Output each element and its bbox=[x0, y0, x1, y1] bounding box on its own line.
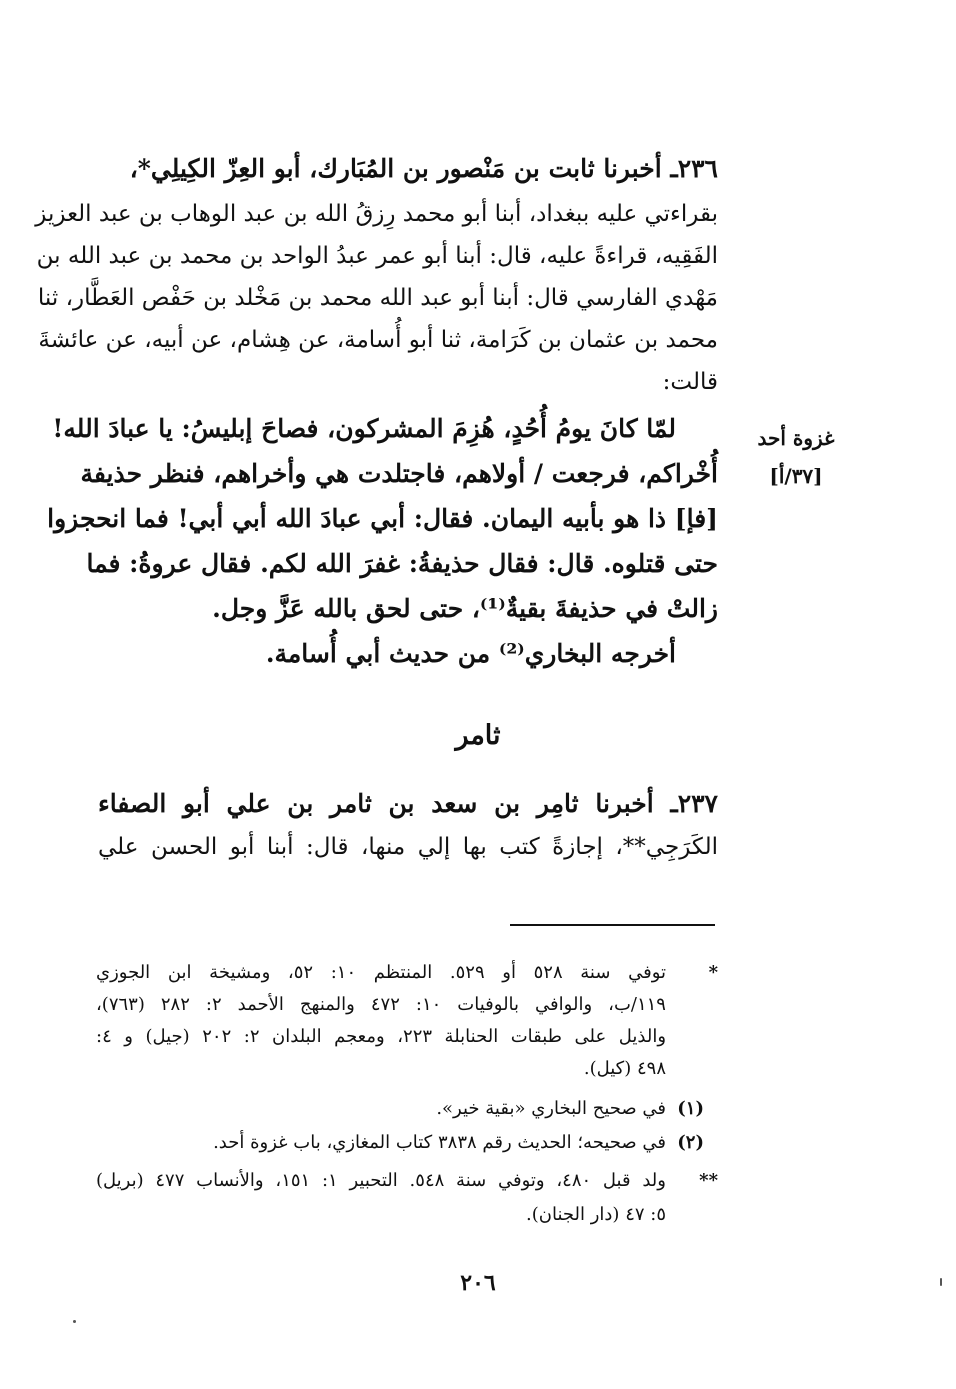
footnote-star-line: والذيل على طبقات الحنابلة ٢٢٣، ومعجم البلدان ٢: ٢٠٢ (جيل) و ٤: bbox=[96, 1026, 667, 1047]
entry-236-line: بقراءتي عليه ببغداد، أبنا أبو محمد رِزقُ الله بن عبد الوهاب بن عبد العزيز bbox=[35, 201, 718, 227]
section-heading: ثامر bbox=[455, 720, 501, 751]
entry-236-heading-line: ٢٣٦ـ أخبرنا ثابت بن مَنْصور بن المُبَارك، أبو العِزّ الكِيلِي*، bbox=[129, 154, 718, 183]
page-number: ٢٠٦ bbox=[460, 1270, 496, 1296]
hadith-line: حتى قتلوه. قال: فقال حذيفةُ: غفرَ الله لكم. فقال عروةُ: فما bbox=[86, 549, 718, 578]
margin-folio-ref: [٣٧/أ] bbox=[769, 464, 823, 488]
footnote-double-star-line: ٥: ٤٧ (دار الجنان). bbox=[526, 1204, 666, 1225]
hadith-line: [فإ] ذا هو بأبيه اليمان. فقال: أبي عبادَ الله أبي أبي! فما انحجزوا bbox=[47, 504, 718, 533]
footnote-2-text: في صحيحه؛ الحديث رقم ٣٨٣٨ كتاب المغازي، باب غزوة أحد. bbox=[213, 1132, 666, 1153]
scan-speck bbox=[73, 1320, 76, 1323]
footnote-2-marker: (٢) bbox=[677, 1132, 704, 1153]
entry-236-line: مَهْدي الفارسي قال: أبنا أبو عبد الله محمد بن مَخْلد بن حَفْص العَطَّار، ثنا bbox=[37, 285, 718, 311]
margin-topic: غزوة أحد bbox=[757, 426, 835, 450]
takhrij-line: أخرجه البخاري⁽²⁾ من حديث أبي أُسامة. bbox=[265, 639, 676, 668]
footnote-star-line: ٤٩٨ (كيل). bbox=[583, 1058, 666, 1079]
footnote-star-line: ١١٩/ب، والوافي بالوفيات ١٠: ٤٧٢ والمنهج الأحمد ٢: ٢٨٢ (٧٦٣)، bbox=[96, 994, 666, 1015]
hadith-line: زالتْ في حذيفةَ بقيةٌ⁽¹⁾، حتى لحق بالله عَزَّ وجل. bbox=[212, 594, 718, 623]
footnote-1-marker: (١) bbox=[677, 1098, 704, 1119]
footnote-double-star-marker: ** bbox=[699, 1170, 718, 1191]
footnote-star-marker: * bbox=[708, 962, 718, 983]
entry-236-line: محمد بن عثمان بن كَرَامة، ثنا أبو أُسامة، عن هِشام، عن أبيه، عن عائشةَ bbox=[38, 327, 718, 353]
scan-speck bbox=[940, 1278, 942, 1286]
footnote-star-line: توفي سنة ٥٢٨ أو ٥٢٩. المنتظم ١٠: ٥٢، ومشيخة ابن الجوزي bbox=[96, 962, 666, 983]
entry-237-heading-line: ٢٣٧ـ أخبرنا ثامِر بن سعد بن ثامر بن علي أبو الصفاء bbox=[98, 789, 718, 818]
entry-237-line: الكَرَجِي**، إجازةً كتب بها إلي منها، قال: أبنا أبو الحسن علي bbox=[98, 834, 718, 860]
hadith-line: لمّا كانَ يومُ أُحُدٍ، هُزِمَ المشركون، فصاحَ إبليسُ: يا عبادَ الله! bbox=[52, 414, 676, 443]
hadith-line: أُخْراكم، فرجعت / أولاهم، فاجتلدت هي وأخراهم، فنظر حذيفة bbox=[80, 459, 718, 488]
entry-236-line: قالت: bbox=[662, 369, 718, 395]
footnote-separator bbox=[510, 924, 715, 926]
footnote-1-text: في صحيح البخاري «بقية خير». bbox=[436, 1098, 666, 1119]
footnote-double-star-line: ولد قبل ٤٨٠، وتوفي سنة ٥٤٨. التحبير ١: ١٥١، والأنساب ٤٧٧ (بريل) bbox=[96, 1170, 666, 1191]
entry-236-line: الفَقِيه، قراءةً عليه، قال: أبنا أبو عمر عبدُ الواحد بن محمد بن عبد الله بن bbox=[36, 243, 718, 269]
